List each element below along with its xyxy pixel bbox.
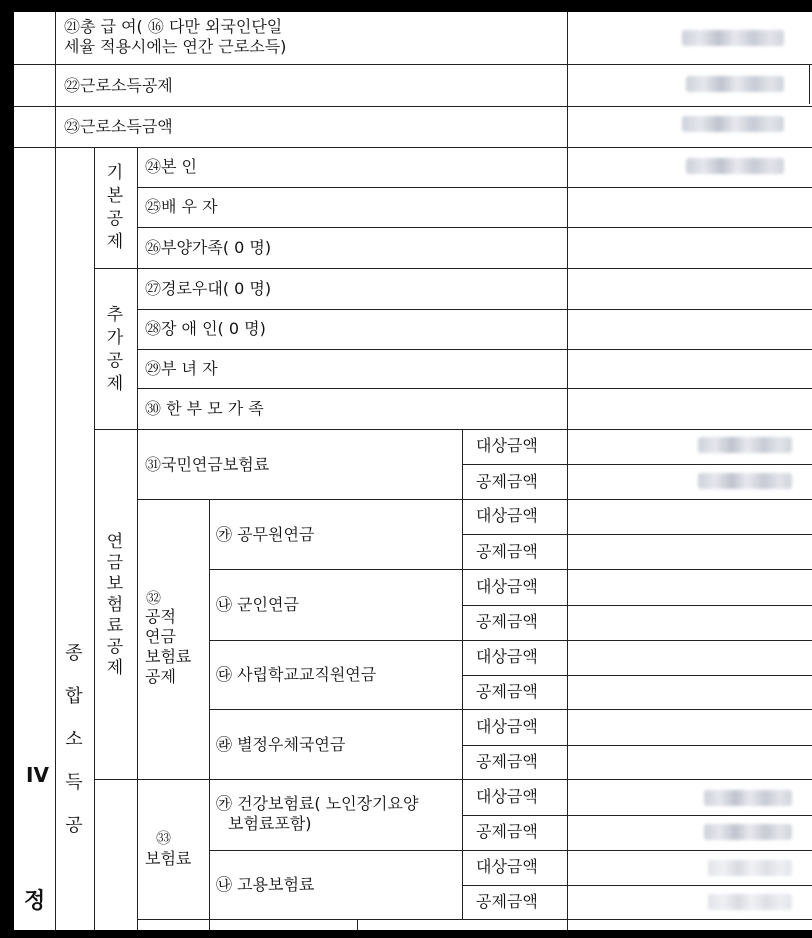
row-33-label: 보험료 bbox=[145, 849, 192, 868]
deduction-amount-label: 공제금액 bbox=[476, 612, 538, 631]
target-amount-label: 대상금액 bbox=[476, 436, 538, 455]
redacted-amount bbox=[686, 76, 784, 92]
target-amount-label: 대상금액 bbox=[476, 787, 538, 806]
redacted-amount bbox=[686, 158, 784, 174]
row-31: ㉛국민연금보험료 bbox=[145, 455, 270, 474]
row-32-l3: 보험료 bbox=[145, 647, 192, 666]
row-line bbox=[14, 106, 812, 107]
row-27: ㉗경로우대( 0 명) bbox=[145, 279, 272, 298]
row-line bbox=[137, 499, 812, 500]
row-32-num: ㉜ bbox=[146, 589, 162, 607]
row-line bbox=[94, 779, 812, 780]
row-22: ㉒근로소득공제 bbox=[64, 76, 173, 95]
row-line bbox=[137, 187, 812, 188]
col-line bbox=[809, 64, 810, 104]
row-line bbox=[137, 388, 812, 389]
row-23: ㉓근로소득금액 bbox=[64, 117, 173, 136]
row-line bbox=[14, 64, 812, 65]
target-amount-label: 대상금액 bbox=[476, 577, 538, 596]
row-29: ㉙부 녀 자 bbox=[145, 359, 218, 378]
row-line bbox=[14, 147, 812, 148]
row-line bbox=[137, 919, 812, 920]
pension-deduction-label: 연금보험료공제 bbox=[106, 532, 124, 678]
redacted-amount bbox=[704, 790, 792, 806]
row-line bbox=[209, 569, 812, 570]
redacted-amount bbox=[682, 30, 784, 46]
target-amount-label: 대상금액 bbox=[476, 506, 538, 525]
row-line bbox=[462, 885, 812, 886]
target-amount-label: 대상금액 bbox=[476, 647, 538, 666]
row-21-line1: ㉑총 급 여( ⑯ 다만 외국인단일 bbox=[64, 17, 283, 36]
col-line bbox=[137, 147, 138, 930]
deduction-amount-label: 공제금액 bbox=[476, 892, 538, 911]
col-line bbox=[567, 12, 568, 930]
deduction-amount-label: 공제금액 bbox=[476, 542, 538, 561]
col-line bbox=[94, 147, 95, 930]
target-amount-label: 대상금액 bbox=[476, 717, 538, 736]
redacted-amount bbox=[698, 473, 792, 489]
redacted-amount bbox=[698, 437, 792, 453]
section-roman: IV bbox=[26, 763, 49, 787]
health-insurance-line2: 보험료포함) bbox=[228, 814, 312, 833]
row-line bbox=[462, 605, 812, 606]
row-32-l4: 공제 bbox=[145, 667, 176, 686]
target-amount-label: 대상금액 bbox=[476, 857, 538, 876]
pension-item-private-school: ㉰ 사립학교교직원연금 bbox=[216, 665, 377, 684]
row-line bbox=[137, 309, 812, 310]
row-line bbox=[209, 640, 812, 641]
row-line bbox=[462, 745, 812, 746]
row-line bbox=[462, 675, 812, 676]
col-line bbox=[357, 919, 358, 930]
deduction-amount-label: 공제금액 bbox=[476, 472, 538, 491]
redacted-amount bbox=[708, 894, 792, 910]
col-line bbox=[55, 12, 56, 930]
col-line bbox=[209, 499, 210, 930]
row-line bbox=[209, 709, 812, 710]
row-30: ㉚ 한 부 모 가 족 bbox=[145, 399, 264, 418]
row-21-line2: 세율 적용시에는 연간 근로소득) bbox=[64, 37, 287, 56]
row-28: ㉘장 애 인( 0 명) bbox=[145, 319, 266, 338]
row-line bbox=[137, 349, 812, 350]
row-24: ㉔본 인 bbox=[145, 157, 197, 176]
redacted-amount bbox=[704, 824, 792, 840]
row-line bbox=[94, 268, 812, 269]
deduction-amount-label: 공제금액 bbox=[476, 682, 538, 701]
col-line bbox=[462, 429, 463, 919]
row-line bbox=[94, 429, 812, 430]
deduction-amount-label: 공제금액 bbox=[476, 822, 538, 841]
row-line bbox=[209, 850, 812, 851]
pension-item-civil-servant: ㉮ 공무원연금 bbox=[216, 525, 315, 544]
basic-deduction-label: 기본공제 bbox=[106, 163, 124, 252]
deduction-amount-label: 공제금액 bbox=[476, 752, 538, 771]
additional-deduction-label: 추가공제 bbox=[106, 305, 124, 394]
section-char: 정 bbox=[24, 889, 46, 914]
redacted-amount bbox=[682, 116, 784, 132]
health-insurance-line1: ㉮ 건강보험료( 노인장기요양 bbox=[216, 794, 419, 813]
row-26: ㉖부양가족( 0 명) bbox=[145, 238, 272, 257]
redacted-amount bbox=[708, 860, 792, 876]
row-32-l2: 연금 bbox=[145, 627, 176, 646]
row-line bbox=[462, 815, 812, 816]
tax-form-sheet bbox=[14, 12, 812, 930]
row-line bbox=[137, 227, 812, 228]
row-33-num: ㉝ bbox=[156, 829, 172, 847]
pension-item-military: ㉯ 군인연금 bbox=[216, 595, 299, 614]
row-32-l1: 공적 bbox=[145, 607, 176, 626]
row-25: ㉕배 우 자 bbox=[145, 197, 218, 216]
row-line bbox=[462, 464, 812, 465]
row-line bbox=[462, 534, 812, 535]
pension-item-post-office: ㉱ 별정우체국연금 bbox=[216, 735, 346, 754]
group-label-vertical: 종합소득공 bbox=[65, 643, 83, 836]
employment-insurance: ㉯ 고용보험료 bbox=[216, 875, 315, 894]
